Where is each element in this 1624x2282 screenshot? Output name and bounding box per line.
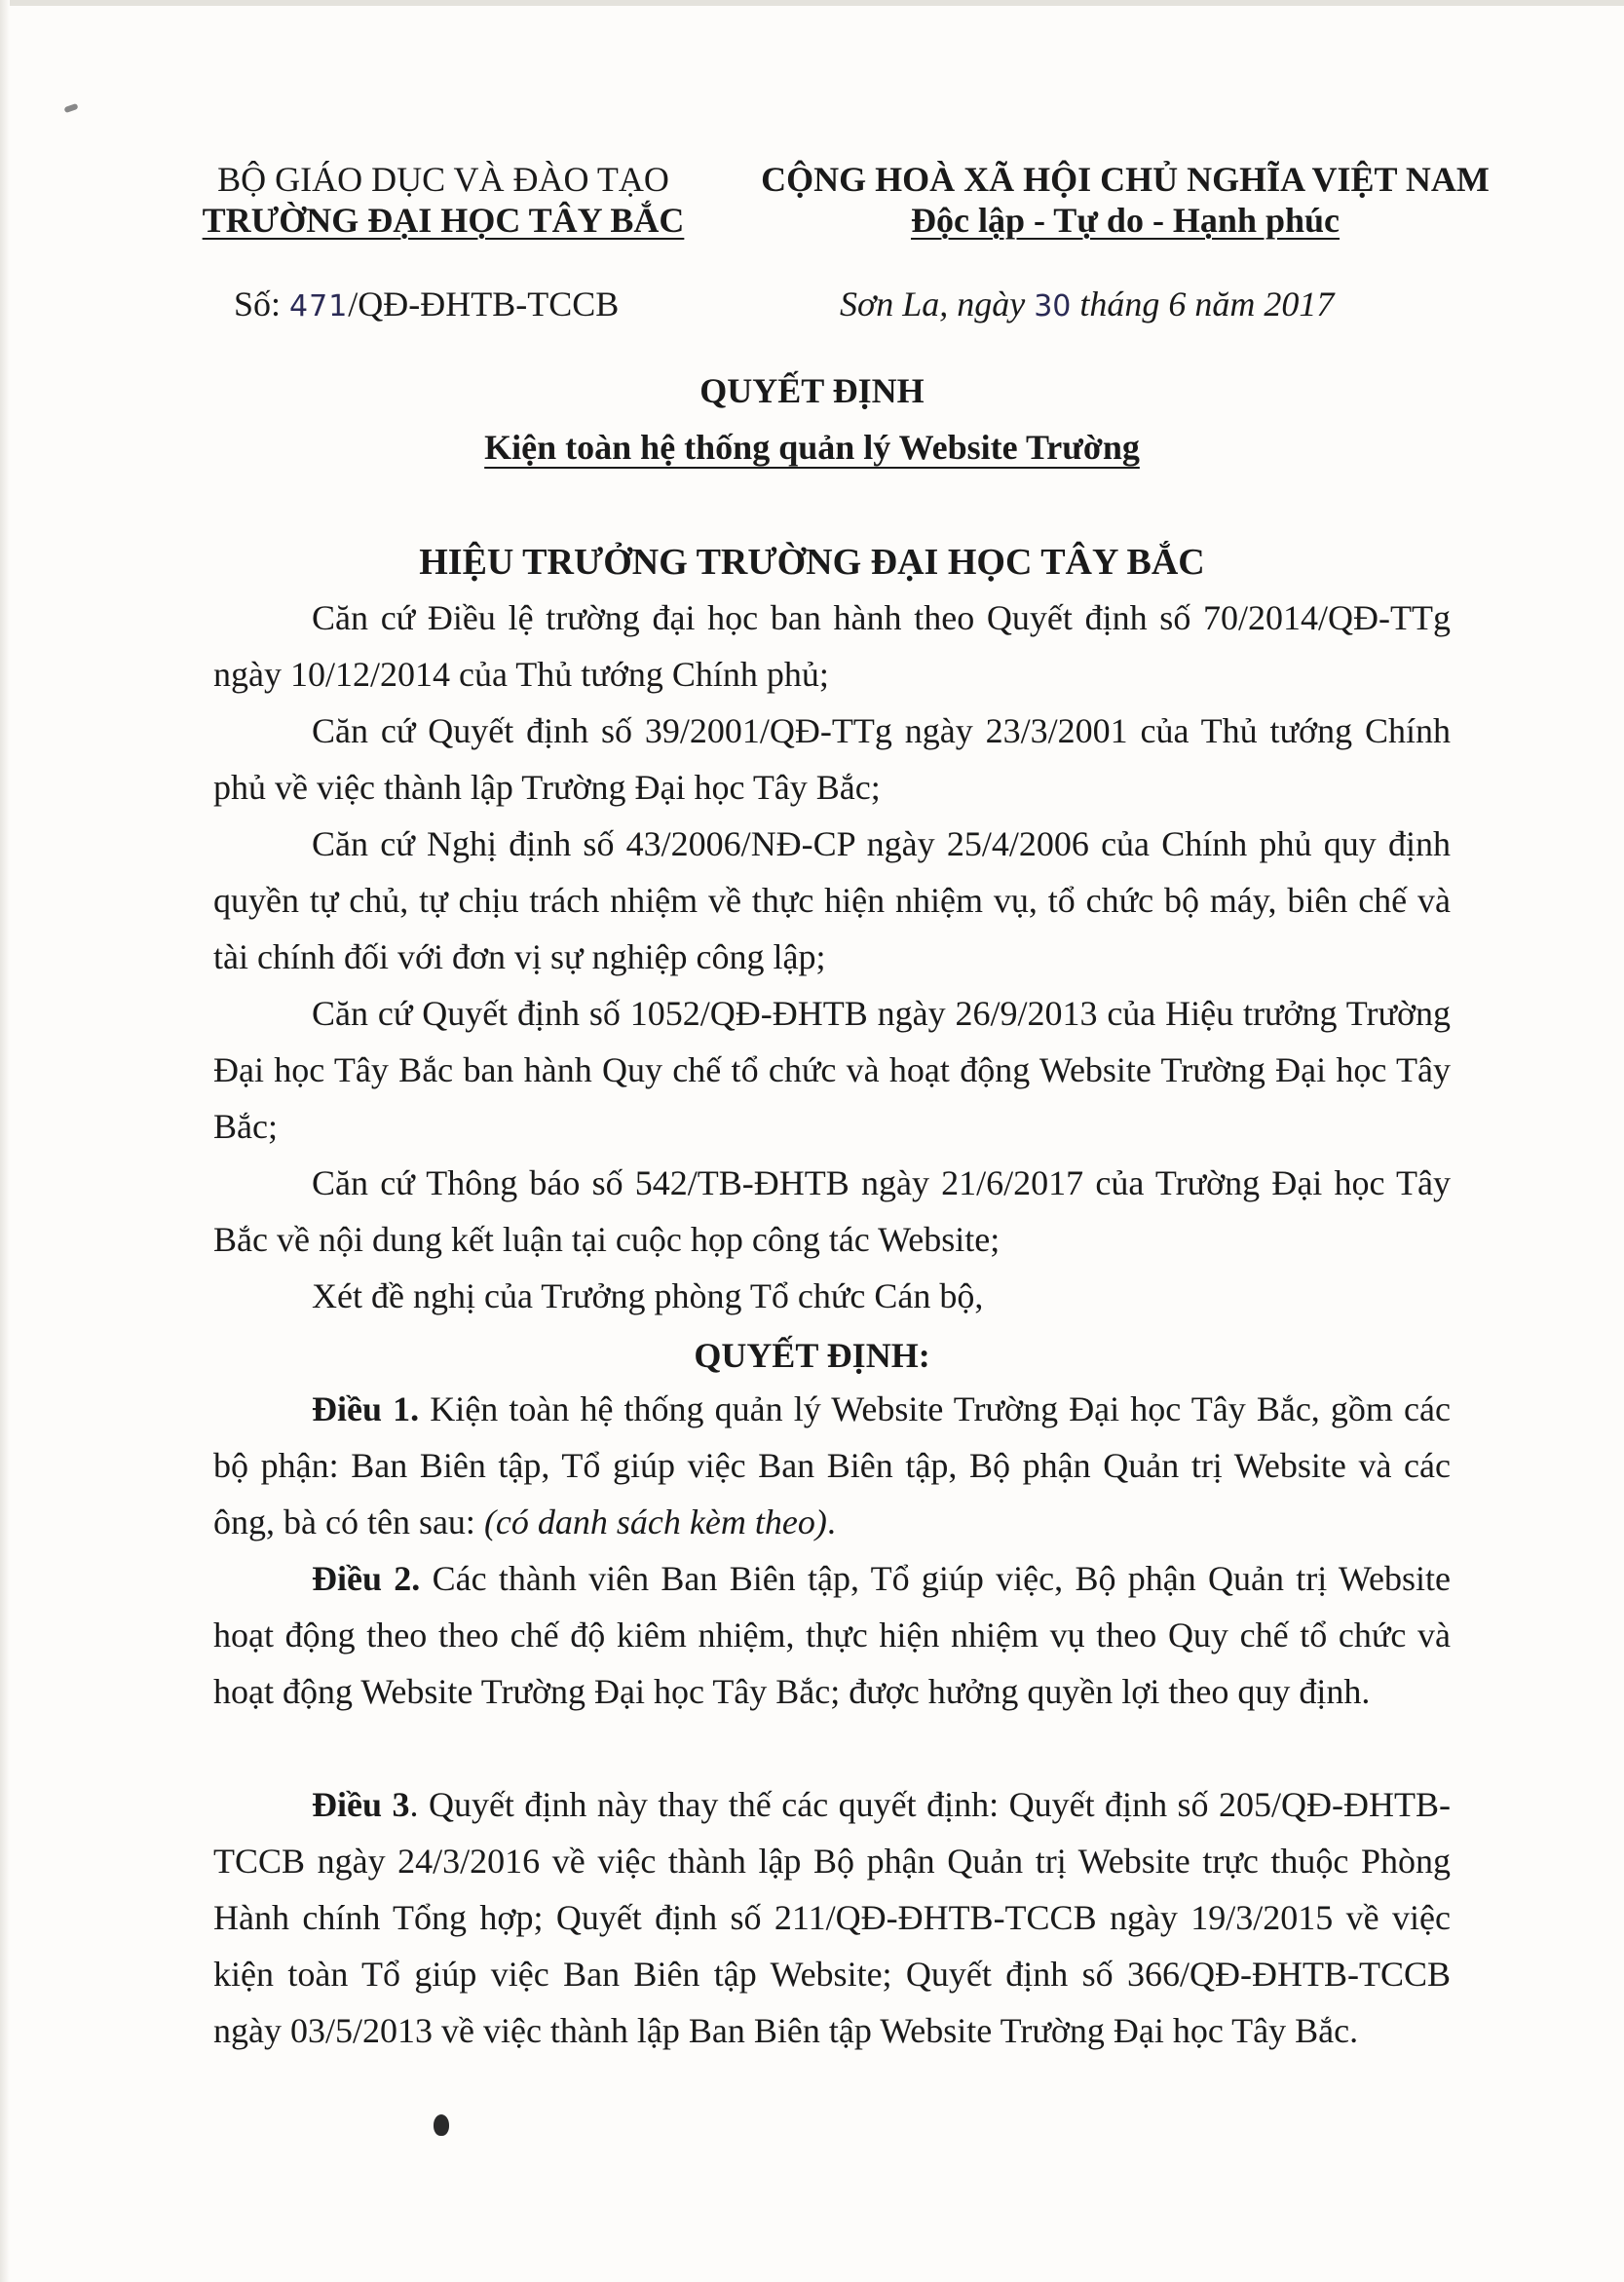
article-1: Điều 1. Kiện toàn hệ thống quản lý Website Trường Đại học Tây Bắc, gồm các bộ phận: Ban Biên tập, Tổ giúp việc Ban Biên tập, Bộ phận Quản trị Website và các ông, bà có tên sau: (có danh sách kèm theo). [213,1389,1451,1541]
article-label: Điều 2. [312,1559,421,1598]
basis-paragraph: Căn cứ Quyết định số 39/2001/QĐ-TTg ngày 23/3/2001 của Thủ tướng Chính phủ về việc thành lập Trường Đại học Tây Bắc; [213,711,1451,807]
issuing-authority [185,159,701,241]
place-date: Sơn La, ngày 30 tháng 6 năm 2017 [840,285,1335,323]
scan-edge-top [0,0,1624,6]
document-number: Số: 471/QĐ-ĐHTB-TCCB [234,285,620,323]
basis-paragraph: Căn cứ Thông báo số 542/TB-ĐHTB ngày 21/6/2017 của Trường Đại học Tây Bắc về nội dung kết luận tại cuộc họp công tác Website; [213,1163,1451,1259]
basis-paragraph: Căn cứ Điều lệ trường đại học ban hành theo Quyết định số 70/2014/QĐ-TTg ngày 10/12/2014 của Thủ tướng Chính phủ; [213,598,1451,694]
national-header [711,159,1539,241]
basis-paragraph: Căn cứ Nghị định số 43/2006/NĐ-CP ngày 25/4/2006 của Chính phủ quy định quyền tự chủ, tự chịu trách nhiệm về thực hiện nhiệm vụ, tổ chức bộ máy, biên chế và tài chính đối với đơn vị sự nghiệp công lập; [213,824,1451,976]
basis-paragraph: Căn cứ Quyết định số 1052/QĐ-ĐHTB ngày 26/9/2013 của Hiệu trưởng Trường Đại học Tây Bắc ban hành Quy chế tổ chức và hoạt động Website Trường Đại học Tây Bắc; [213,994,1451,1146]
scan-edge-left [0,0,10,2282]
ministry-name: BỘ GIÁO DỤC VÀ ĐÀO TẠO [217,160,669,199]
document-subtitle: Kiện toàn hệ thống quản lý Website Trường [484,428,1140,467]
decides-heading: QUYẾT ĐỊNH: [694,1336,930,1375]
ink-mark [434,2114,449,2136]
article-note: (có danh sách kèm theo) [483,1502,827,1541]
document-title: QUYẾT ĐỊNH [699,371,925,410]
handwritten-number: 471 [289,289,349,323]
handwritten-day: 30 [1034,289,1072,323]
article-3: Điều 3. Quyết định này thay thế các quyết định: Quyết định số 205/QĐ-ĐHTB-TCCB ngày 24/3/2016 về việc thành lập Bộ phận Quản trị Website trực thuộc Phòng Hành chính Tổng hợp; Quyết định số 211/QĐ-ĐHTB-TCCB ngày 19/3/2015 về việc kiện toàn Tổ giúp việc Ban Biên tập Website; Quyết định số 366/QĐ-ĐHTB-TCCB ngày 03/5/2013 về việc thành lập Ban Biên tập Website Trường Đại học Tây Bắc. [213,1785,1451,2050]
basis-paragraph: Xét đề nghị của Trưởng phòng Tổ chức Cán bộ, [312,1276,984,1315]
country-name: CỘNG HOÀ XÃ HỘI CHỦ NGHĨA VIỆT NAM [761,160,1490,199]
article-label: Điều 3 [312,1785,410,1824]
university-name: TRƯỜNG ĐẠI HỌC TÂY BẮC [202,201,685,240]
issuer-title: HIỆU TRƯỞNG TRƯỜNG ĐẠI HỌC TÂY BẮC [419,542,1205,583]
national-motto: Độc lập - Tự do - Hạnh phúc [910,201,1341,240]
article-2: Điều 2. Các thành viên Ban Biên tập, Tổ giúp việc, Bộ phận Quản trị Website hoạt động theo theo chế độ kiêm nhiệm, thực hiện nhiệm vụ theo Quy chế tổ chức và hoạt động Website Trường Đại học Tây Bắc; được hưởng quyền lợi theo quy định. [213,1559,1451,1711]
article-label: Điều 1. [312,1389,420,1428]
scan-speck [63,103,78,113]
